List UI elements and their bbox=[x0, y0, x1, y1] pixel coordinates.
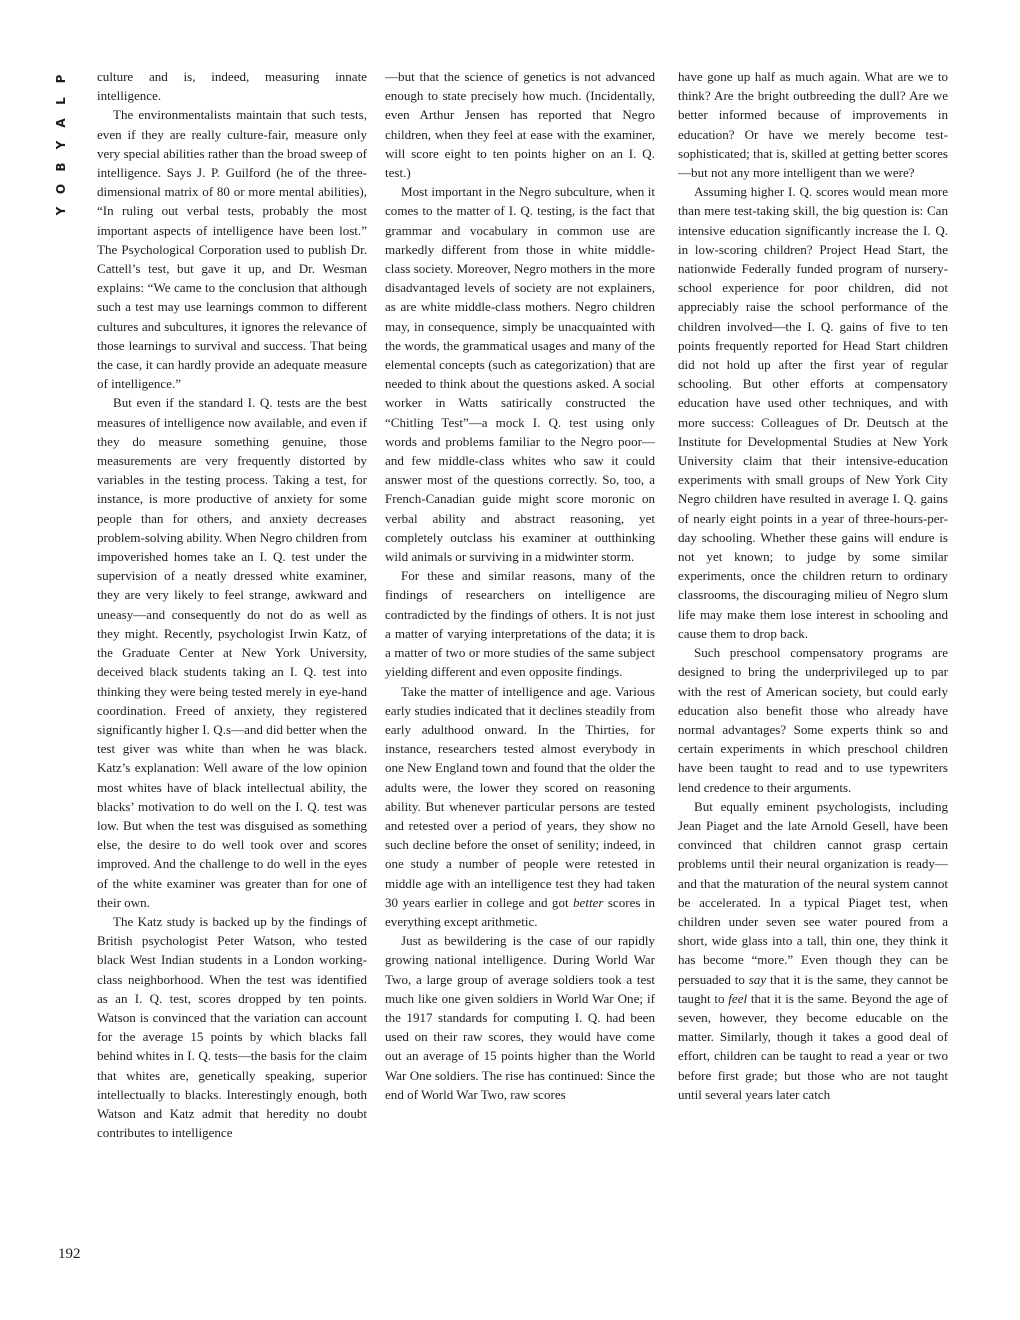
text-column-2 bbox=[385, 67, 655, 1267]
paragraph-text: that it is the same. Beyond the age of seven, however, they become educable on the matter. Similarly, though it takes a good deal of effort, children can be taught to read a year or two before first grade; but those who are not taught until several years later catch bbox=[678, 990, 948, 1102]
paragraph-text: have gone up half as much again. What are we to think? Are the bright outbreeding the dull? Are we better informed because of improvements in education? Or have we merely become test-sophisticated; that is, skilled at getting better scores—but not any more intelligent than we were? bbox=[678, 69, 948, 181]
paragraph-text: The Katz study is backed up by the findings of British psychologist Peter Watson, who tested black West Indian students in a London working-class neighborhood. When the test was identified as an I. Q. test, scores dropped by ten points. Watson is convinced that the variation can account for the average 15 points by which blacks fall behind whites in I. Q. tests—the basis for the claim that whites are, genetically speaking, superior intellectually to blacks. Interestingly enough, both Watson and Katz admit that heredity no doubt contributes to intelligence bbox=[97, 913, 367, 1141]
paragraph-text: Assuming higher I. Q. scores would mean more than mere test-taking skill, the big question is: Can intensive education significantly increase the I. Q. in low-scoring children? Project Head Start, the nationwide Federally funded program of nursery-school experience for poor children, did not appreciably raise the school performance of the children involved—the I. Q. gains of five to ten points frequently reported for Head Start children did not hold up after the first year of regular schooling. But other efforts at compensatory education have used other techniques, and with more success: Colleagues of Dr. Deutsch at the Institute for Developmental Studies at New York University claim that their intensive-education experiments with small groups of New York City Negro children have resulted in average I. Q. gains of nearly eight points in a year of three-hours-per-day schooling. Whether these gains will endure is not yet known; to judge by some similar experiments, once the children return to ordinary classrooms, the discouraging milieu of Negro slum life may make them lose interest in schooling and cause them to drop back. bbox=[678, 184, 948, 641]
paragraph-text: The environmentalists maintain that such tests, even if they are really culture-fair, measure only very special abilities rather than the broad sweep of intelligence. Says J. P. Guilford (he of the three-dimensional matrix of 80 or more mental abilities), “In ruling out verbal tests, probably the most important aspects of intelligence have been lost.” The Psychological Corporation used to publish Dr. Cattell’s test, but gave it up, and Dr. Wesman explains: “We came to the conclusion that although such a test may use learnings common to different cultures and subcultures, it ignores the relevance of those learnings to survival and success. That being the case, it can hardly provide an adequate measure of intelligence.” bbox=[97, 107, 367, 392]
page-number: 192 bbox=[58, 1246, 81, 1262]
paragraph-text: Such preschool compensatory programs are designed to bring the underprivileged up to par with the rest of American society, but could early education also benefit those who already have normal advantages? Some experts think so and certain experiments in which preschool children have been taught to read and to use typewriters lend credence to their arguments. bbox=[678, 645, 948, 795]
masthead-letter: O bbox=[54, 183, 68, 195]
paragraph-text: But equally eminent psychologists, including Jean Piaget and the late Arnold Gesell, have been convinced that children cannot grasp certain problems until their neural organization is ready—and that the maturation of the neural system cannot be accelerated. In a typical Piaget test, when children under seven see water poured from a short, wide glass into a tall, thin one, they think it has become “more.” Even though they can be persuaded to bbox=[678, 798, 948, 987]
paragraph bbox=[385, 931, 655, 1104]
paragraph-text: that it is the same, they cannot be taught to bbox=[678, 971, 948, 1006]
paragraph bbox=[678, 643, 948, 797]
paragraph bbox=[678, 182, 948, 643]
paragraph bbox=[385, 67, 655, 182]
masthead-letter: Y bbox=[54, 206, 68, 216]
paragraph bbox=[385, 566, 655, 681]
paragraph bbox=[97, 105, 367, 393]
paragraph-text: —but that the science of genetics is not advanced enough to state precisely how much. (Incidentally, even Arthur Jensen has reported that Negro children, when they feel at ease with the examiner, will score eight to ten points higher on an I. Q. test.) bbox=[385, 69, 655, 181]
masthead-letter: L bbox=[54, 97, 68, 105]
paragraph bbox=[678, 797, 948, 1104]
paragraph-text: culture and is, indeed, measuring innate intelligence. bbox=[97, 69, 367, 104]
masthead-letter: B bbox=[54, 162, 68, 172]
text-column-3 bbox=[678, 67, 948, 1267]
paragraph bbox=[97, 393, 367, 911]
paragraph-text: Most important in the Negro subculture, when it comes to the matter of I. Q. testing, is the fact that grammar and vocabulary in common use are markedly different from those in white middle-class society. Moreover, Negro mothers in the more disadvantaged levels of society are not explainers, as are white middle-class mothers. Negro children may, in consequence, simply be unacquainted with the words, the grammatical usages and many of the elemental concepts (such as categorization) that are needed to think about the questions asked. A social worker in Watts satirically constructed the “Chitling Test”—a mock I. Q. test using only words and problems familiar to the Negro poor—and few middle-class whites who saw it could answer most of the questions correctly. So, too, a French-Canadian guide might score moronic on verbal ability and abstract reasoning, yet completely outclass his examiner at outthinking wild animals or surviving in a midwinter storm. bbox=[385, 184, 655, 565]
paragraph bbox=[678, 67, 948, 182]
paragraph-text: But even if the standard I. Q. tests are the best measures of intelligence now available, and even if they do measure something genuine, those measurements are very frequently distorted by variables in the testing process. Taking a test, for instance, is more productive of anxiety for some people than for others, and anxiety decreases problem-solving ability. When Negro children from impoverished homes take an I. Q. test under the supervision of a neatly dressed white examiner, they are very likely to feel strange, awkward and uneasy—and consequently do not do as well as they might. Recently, psychologist Irwin Katz, of the Graduate Center at New York University, deceived black students taking an I. Q. test into thinking they were being tested merely in eye-hand coordination. Freed of anxiety, they registered significantly higher I. Q.s—and did better when the test giver was white than when he was black. Katz’s explanation: Well aware of the low opinion most whites have of black intellectual ability, the blacks’ motivation to do well on the I. Q. test was low. But when the test was disguised as something else, the desire to do well took over and scores improved. And the challenge to do well in the eyes of the white examiner was greater than for one of their own. bbox=[97, 395, 367, 910]
paragraph-text: For these and similar reasons, many of the findings of researchers on intelligence are contradicted by the findings of others. It is not just a matter of varying interpretations of the data; it is a matter of two or more studies of the same subject yielding different and even opposite findings. bbox=[385, 568, 655, 680]
playboy-masthead bbox=[50, 68, 72, 228]
paragraph bbox=[97, 67, 367, 105]
masthead-letter: Y bbox=[54, 140, 68, 150]
paragraph-text: Take the matter of intelligence and age. Various early studies indicated that it declines steadily from early adulthood onward. In the Thirties, for instance, researchers tested almost everybody in one New England town and found that the older the adults were, the lower they scored on reasoning ability. But whenever particular persons are tested and retested over a period of years, they show no such decline before the onset of senility; indeed, in one study a number of people were retested in middle age with an intelligence test they had taken 30 years earlier in college and got bbox=[385, 683, 655, 910]
paragraph-text: Just as bewildering is the case of our rapidly growing national intelligence. During World War Two, a large group of average soldiers took a test much like one given soldiers in World War One; if the 1917 standards for computing I. Q. had been used on their raw scores, they would have come out an average of 15 points higher than the World War One soldiers. The rise has continued: Since the end of World War Two, raw scores bbox=[385, 933, 655, 1102]
italic-word: better bbox=[573, 894, 604, 910]
paragraph bbox=[97, 912, 367, 1142]
paragraph bbox=[385, 182, 655, 566]
paragraph bbox=[385, 682, 655, 932]
masthead-letter: A bbox=[54, 118, 68, 128]
italic-word: feel bbox=[728, 990, 748, 1006]
text-column-1 bbox=[97, 67, 367, 1267]
italic-word: say bbox=[748, 971, 767, 987]
masthead-letter: P bbox=[54, 74, 68, 84]
paragraph-text: scores in everything except arithmetic. bbox=[385, 894, 655, 929]
